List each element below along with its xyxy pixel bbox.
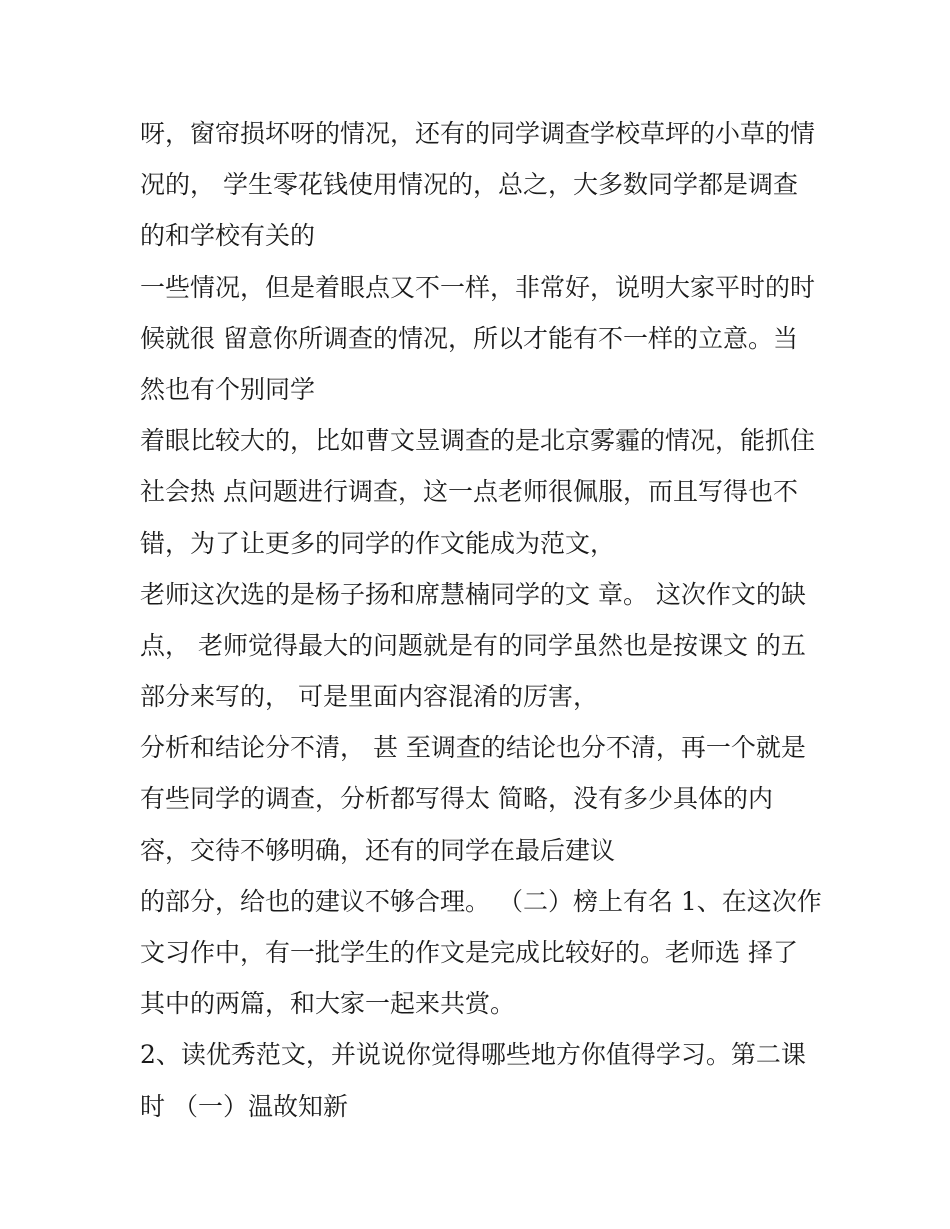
text-line: 有些同学的调查，分析都写得太 简略，没有多少具体的内 xyxy=(140,784,773,814)
text-line: 的部分，给也的建议不够合理。 （二）榜上有名 1、在这次作 xyxy=(140,886,822,916)
text-line: 的和学校有关的 xyxy=(140,221,316,251)
text-line: 容，交待不够明确，还有的同学在最后建议 xyxy=(140,835,616,865)
text-line: 文习作中，有一批学生的作文是完成比较好的。老师选 择了 xyxy=(140,938,798,967)
text-line: 老师这次选的是杨子扬和席慧楠同学的文 章。 这次作文的缺 xyxy=(140,579,806,609)
text-line: 时 （一）温故知新 xyxy=(140,1091,348,1121)
text-line: 社会热 点问题进行调查，这一点老师很佩服，而且写得也不 xyxy=(140,477,798,507)
text-line: 其中的两篇，和大家一起来共赏。 xyxy=(140,989,516,1019)
text-line: 候就很 留意你所调查的情况，所以才能有不一样的立意。当 xyxy=(140,323,798,353)
text-line: 呀，窗帘损坏呀的情况，还有的同学调查学校草坪的小草的情 xyxy=(140,119,816,148)
body-text xyxy=(140,108,820,1132)
text-line: 一些情况，但是着眼点又不一样，非常好，说明大家平时的时 xyxy=(140,272,816,302)
text-line: 分析和结论分不清， 甚 至调查的结论也分不清，再一个就是 xyxy=(140,733,806,763)
text-line: 然也有个别同学 xyxy=(140,374,316,404)
text-line: 着眼比较大的，比如曹文昱调查的是北京雾霾的情况，能抓住 xyxy=(140,426,816,456)
text-line: 2、读优秀范文，并说说你觉得哪些地方你值得学习。第二课 xyxy=(140,1040,806,1070)
text-line: 错，为了让更多的同学的作文能成为范文， xyxy=(140,528,616,558)
text-line: 点， 老师觉得最大的问题就是有的同学虽然也是按课文 的五 xyxy=(140,630,806,660)
text-line: 况的， 学生零花钱使用情况的，总之，大多数同学都是调查 xyxy=(140,170,798,200)
text-line: 部分来写的， 可是里面内容混淆的厉害， xyxy=(140,682,598,712)
